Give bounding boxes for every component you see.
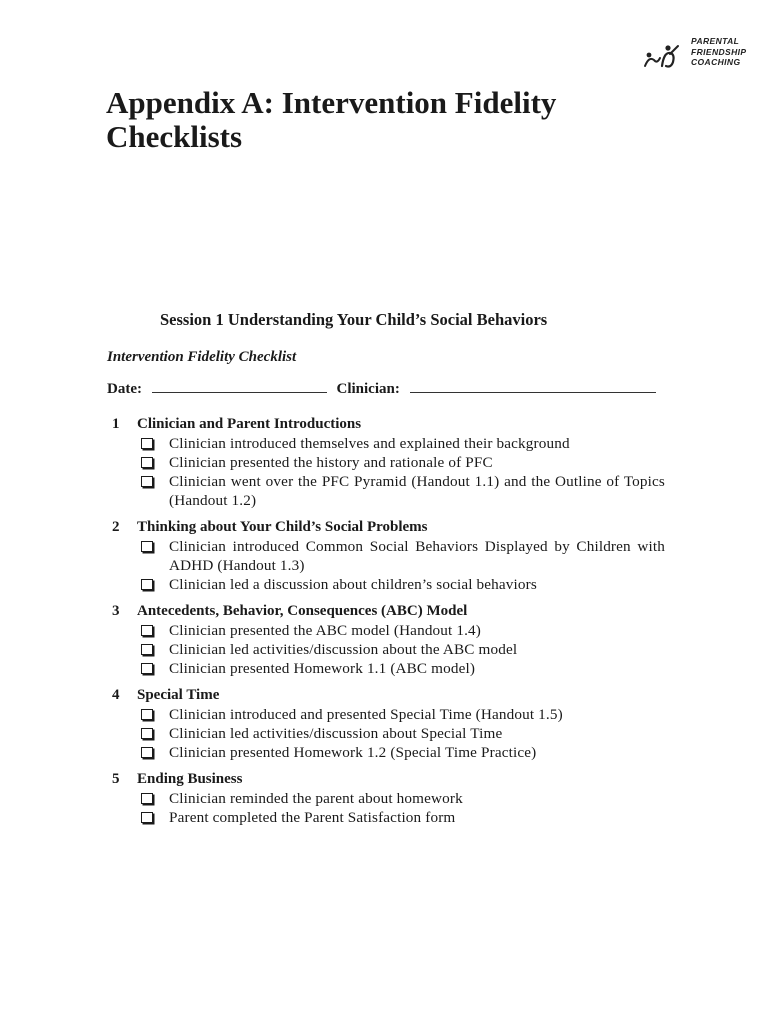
section-heading-text: Antecedents, Behavior, Consequences (ABC) Model xyxy=(137,603,468,619)
section-heading-text: Special Time xyxy=(137,687,220,703)
checklist-item-text: Clinician led activities/discussion about Special Time xyxy=(169,725,503,742)
date-label: Date: xyxy=(107,381,142,397)
session-title: Session 1 Understanding Your Child’s Social Behaviors xyxy=(160,310,548,329)
checklist-item-text: Clinician presented the ABC model (Handout 1.4) xyxy=(169,622,482,639)
checklist-item xyxy=(112,743,672,762)
checkbox[interactable] xyxy=(141,579,153,590)
checklist-item xyxy=(112,640,672,659)
checkbox[interactable] xyxy=(141,663,153,674)
logo-line: PARENTAL xyxy=(691,36,740,46)
checkbox[interactable] xyxy=(141,709,153,720)
section-number: 5 xyxy=(112,771,120,787)
checklist-item xyxy=(112,789,672,808)
section-number: 1 xyxy=(112,416,120,432)
checklist-section xyxy=(112,770,672,827)
checklist-item-text: Parent completed the Parent Satisfaction form xyxy=(169,809,456,826)
checklist-section xyxy=(112,686,672,762)
checklist-section xyxy=(112,518,672,594)
date-blank xyxy=(152,378,327,393)
checklist-item-text: Clinician went over the PFC Pyramid (Handout 1.1) and the Outline of Topics (Handout 1.2) xyxy=(169,473,665,509)
logo-line: COACHING xyxy=(691,57,741,67)
checklist-item-text: Clinician presented Homework 1.2 (Special Time Practice) xyxy=(169,744,537,761)
checklist-item-text: Clinician presented the history and rationale of PFC xyxy=(169,454,493,471)
page-title-line: Checklists xyxy=(106,119,243,154)
checkbox[interactable] xyxy=(141,457,153,468)
checklist-item-text: Clinician reminded the parent about homework xyxy=(169,790,463,807)
section-number: 3 xyxy=(112,603,120,619)
checklist-item xyxy=(112,621,672,640)
logo xyxy=(640,36,747,72)
checklist-item xyxy=(112,434,672,453)
checklist-item-text: Clinician presented Homework 1.1 (ABC model) xyxy=(169,660,476,677)
checkbox[interactable] xyxy=(141,644,153,655)
logo-line: FRIENDSHIP xyxy=(691,46,747,57)
checklist-item xyxy=(112,537,672,575)
section-number: 4 xyxy=(112,687,120,703)
figures-logo-icon xyxy=(640,42,688,70)
date-clinician-line xyxy=(107,378,656,398)
checkbox[interactable] xyxy=(141,812,153,823)
checklist-item-text: Clinician led a discussion about children’s social behaviors xyxy=(169,576,537,593)
checklist-section xyxy=(112,602,672,678)
checklist-item xyxy=(112,472,672,510)
checklist-title: Intervention Fidelity Checklist xyxy=(107,349,297,365)
clinician-blank xyxy=(410,378,656,393)
section-number: 2 xyxy=(112,519,120,535)
checklist-item-text: Clinician introduced Common Social Behaviors Displayed by Children with ADHD (Handout 1.3) xyxy=(169,538,665,574)
checklist-item-text: Clinician introduced themselves and explained their background xyxy=(169,435,570,452)
section-heading-text: Thinking about Your Child’s Social Problems xyxy=(137,519,428,535)
clinician-label: Clinician: xyxy=(336,381,400,397)
checklist-sections xyxy=(112,415,672,835)
checklist-item xyxy=(112,575,672,594)
checkbox[interactable] xyxy=(141,438,153,449)
section-heading xyxy=(112,518,672,537)
checkbox[interactable] xyxy=(141,625,153,636)
checklist-item xyxy=(112,659,672,678)
checklist-item xyxy=(112,453,672,472)
section-heading xyxy=(112,415,672,434)
checkbox[interactable] xyxy=(141,793,153,804)
checkbox[interactable] xyxy=(141,747,153,758)
logo-wordmark xyxy=(691,36,746,68)
checklist-item-text: Clinician introduced and presented Special Time (Handout 1.5) xyxy=(169,706,563,723)
section-heading xyxy=(112,686,672,705)
page-title xyxy=(106,86,666,154)
checkbox[interactable] xyxy=(141,541,153,552)
checklist-section xyxy=(112,415,672,510)
checklist-item-text: Clinician led activities/discussion about the ABC model xyxy=(169,641,518,658)
checkbox[interactable] xyxy=(141,728,153,739)
page-title-line: Appendix A: Intervention Fidelity xyxy=(106,85,557,120)
checkbox[interactable] xyxy=(141,476,153,487)
section-heading xyxy=(112,770,672,789)
section-heading xyxy=(112,602,672,621)
checklist-item xyxy=(112,808,672,827)
checklist-item xyxy=(112,705,672,724)
section-heading-text: Ending Business xyxy=(137,771,243,787)
section-heading-text: Clinician and Parent Introductions xyxy=(137,416,362,432)
checklist-item xyxy=(112,724,672,743)
